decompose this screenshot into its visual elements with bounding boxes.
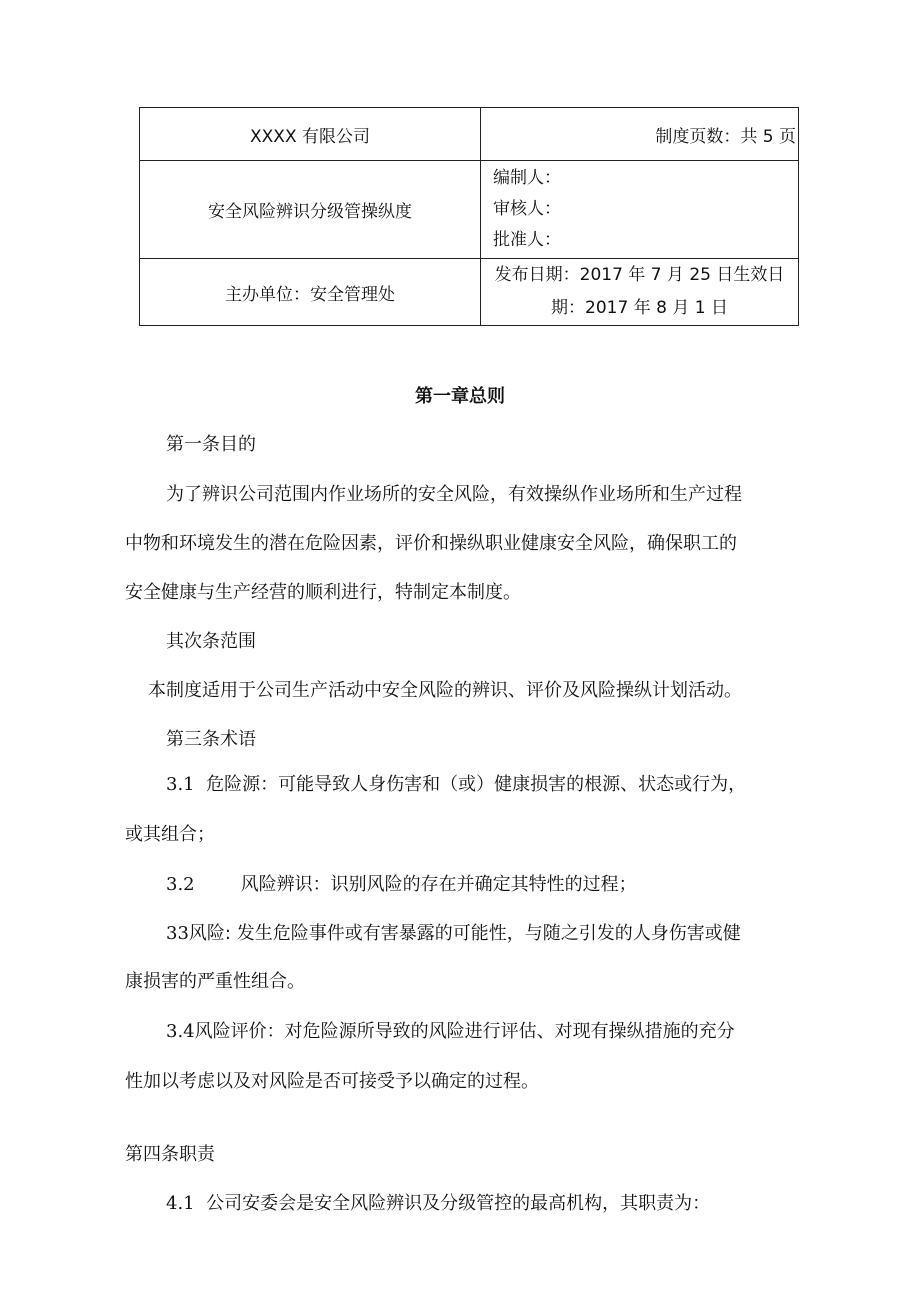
company-name: XXXX 有限公司 [250,126,370,147]
term-3-2-text: 风险辨识：识别风险的存在并确定其特性的过程； [240,874,637,895]
article-1-title: 第一条目的 [166,434,256,455]
policy-title-cell [140,161,481,259]
signoff-cell [481,161,799,259]
term-3-4-continued: 性加以考虑以及对风险是否可接受予以确定的过程。 [125,1071,539,1092]
term-3-3-text: 风险: 发生危险事件或有害暴露的可能性，与随之引发的人身伤害或健 [188,923,741,944]
term-3-2-number: 3.2 [166,874,195,895]
dates-line-2: 期：2017 年 8 月 1 日 [551,298,728,318]
policy-title: 安全风险辨识分级管操纵度 [208,202,412,222]
term-3-4 [166,1017,735,1043]
company-name-cell [140,108,481,161]
document-header-table [139,107,799,326]
term-3-4-text: 风险评价：对危险源所导致的风险进行评估、对现有操纵措施的充分 [194,1021,735,1042]
page-count-cell [481,108,799,161]
editor-label: 编制人： [493,168,561,188]
term-3-3 [166,919,741,945]
term-4-1-text: 公司安委会是安全风险辨识及分级管控的最高机构，其职责为： [206,1193,711,1214]
term-3-3-number: 33 [166,923,189,944]
term-3-2 [166,870,637,896]
article-4-title: 第四条职责 [125,1144,215,1165]
article-2-title: 其次条范围 [166,631,256,652]
term-3-4-number: 3.4 [166,1021,195,1042]
page-count: 制度页数：共 5 页 [655,126,796,147]
term-3-1-number: 3.1 [166,774,195,795]
department: 主办单位：安全管理处 [225,284,395,305]
article-3-title: 第三条术语 [166,729,256,750]
term-3-3-continued: 康损害的严重性组合。 [125,971,305,992]
term-4-1-number: 4.1 [166,1193,195,1214]
term-3-1-continued: 或其组合； [125,824,215,845]
approver-label: 批准人： [493,230,561,250]
chapter-title: 第一章总则 [415,386,505,407]
term-3-1-text: 危险源：可能导致人身伤害和（或）健康损害的根源、状态或行为， [206,774,747,795]
dates-line-1: 发布日期：2017 年 7 月 25 日生效日 [494,265,785,285]
term-4-1 [166,1189,710,1215]
article-1-line-2: 中物和环境发生的潜在危险因素，评价和操纵职业健康安全风险，确保职工的 [125,533,737,554]
dates-cell [481,259,799,326]
reviewer-label: 审核人： [493,199,561,219]
article-1-line-1: 为了辨识公司范围内作业场所的安全风险，有效操纵作业场所和生产过程 [166,484,742,505]
term-3-1 [166,770,746,796]
department-cell [140,259,481,326]
article-1-line-3: 安全健康与生产经营的顺利进行，特制定本制度。 [125,582,521,603]
article-2-line-1: 本制度适用于公司生产活动中安全风险的辨识、评价及风险操纵计划活动。 [148,680,742,701]
